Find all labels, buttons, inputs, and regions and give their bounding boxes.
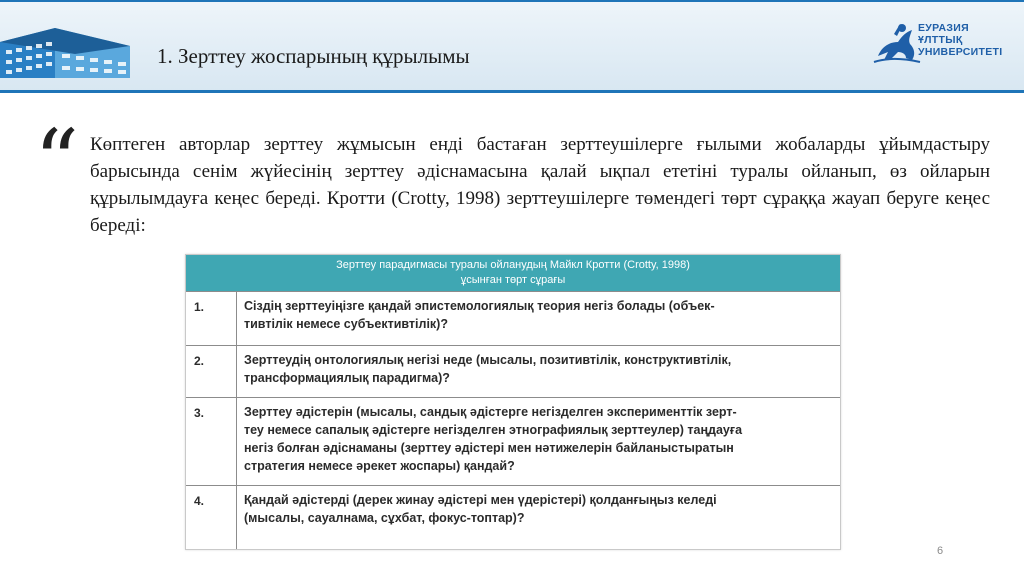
row-question-line: Зерттеудің онтологиялық негізі неде (мысалы, позитивтілік, конструктивтілік, — [244, 353, 732, 367]
row-number: 2. — [194, 354, 205, 368]
row-question-line: Зерттеу әдістерін (мысалы, сандық әдістерге негізделген эксперименттік зерт- — [244, 405, 737, 419]
row-divider — [236, 346, 237, 397]
row-question-line: тивтілік немесе субъективтілік)? — [244, 317, 448, 331]
table-header-line-2: ұсынған төрт сұрағы — [460, 274, 566, 286]
university-name-line-1: ЕУРАЗИЯ — [918, 22, 969, 34]
table-row — [186, 291, 840, 345]
quote-paragraph: Көптеген авторлар зерттеу жұмысын енді бастаған зерттеушілерге ғылыми жобаларды ұйымдастыру барысында сенім жүйесінің зерттеу әдіснамасына қалай ықпал ететіні туралы ойланып, өз ойларын құрылымдауға кеңес береді. Кротти (Crotty, 1998) зерттеушілерге төмендегі төрт сұраққа жауап беруге кеңес береді: — [90, 134, 990, 236]
row-question-line: Сіздің зерттеуіңізге қандай эпистемологиялық теория негіз болады (объек- — [244, 299, 715, 313]
table-header-line-1: Зерттеу парадигмасы туралы ойланудың Майкл Кротти (Crotty, 1998) — [336, 259, 690, 271]
row-question-line: трансформациялық парадигма)? — [244, 371, 450, 385]
university-name-line-3: УНИВЕРСИТЕТІ — [918, 46, 1003, 58]
row-question — [244, 297, 832, 333]
row-divider — [236, 398, 237, 485]
header-bottom-line — [0, 90, 1024, 93]
row-question-line: негіз болған әдіснаманы (зерттеу әдістері мен нәтижелерін байланыстыратын — [244, 441, 734, 455]
row-question-line: (мысалы, сауалнама, сұхбат, фокус-топтар)? — [244, 511, 525, 525]
table-row — [186, 485, 840, 549]
row-question-line: теу немесе сапалық әдістерге негізделген этнографиялық зерттеулер) таңдауға — [244, 423, 743, 437]
row-number: 3. — [194, 406, 205, 420]
row-divider — [236, 292, 237, 345]
row-question-line: Қандай әдістерді (дерек жинау әдістері мен үдерістері) қолданғыңыз келеді — [244, 493, 717, 507]
row-number: 1. — [194, 300, 205, 314]
quote-mark-icon: “ — [34, 110, 79, 213]
university-name-line-2: ҰЛТТЫҚ — [918, 34, 963, 46]
university-name — [918, 22, 1002, 58]
table-header — [186, 255, 840, 291]
row-question — [244, 403, 832, 475]
row-question — [244, 351, 832, 387]
page-number: 6 — [937, 545, 944, 557]
slide-header — [0, 0, 1024, 91]
horse-rider-emblem-icon — [872, 18, 922, 68]
crotty-questions-table — [185, 254, 841, 550]
university-building-icon — [0, 20, 150, 80]
table-row — [186, 345, 840, 397]
row-question-line: стратегия немесе әрекет жоспары) қандай? — [244, 459, 515, 473]
header-top-line — [0, 0, 1024, 2]
row-divider — [236, 486, 237, 549]
row-number: 4. — [194, 494, 205, 508]
university-logo — [872, 18, 1012, 68]
slide-title: 1. Зерттеу жоспарының құрылымы — [157, 44, 470, 68]
row-question — [244, 491, 832, 527]
table-row — [186, 397, 840, 485]
